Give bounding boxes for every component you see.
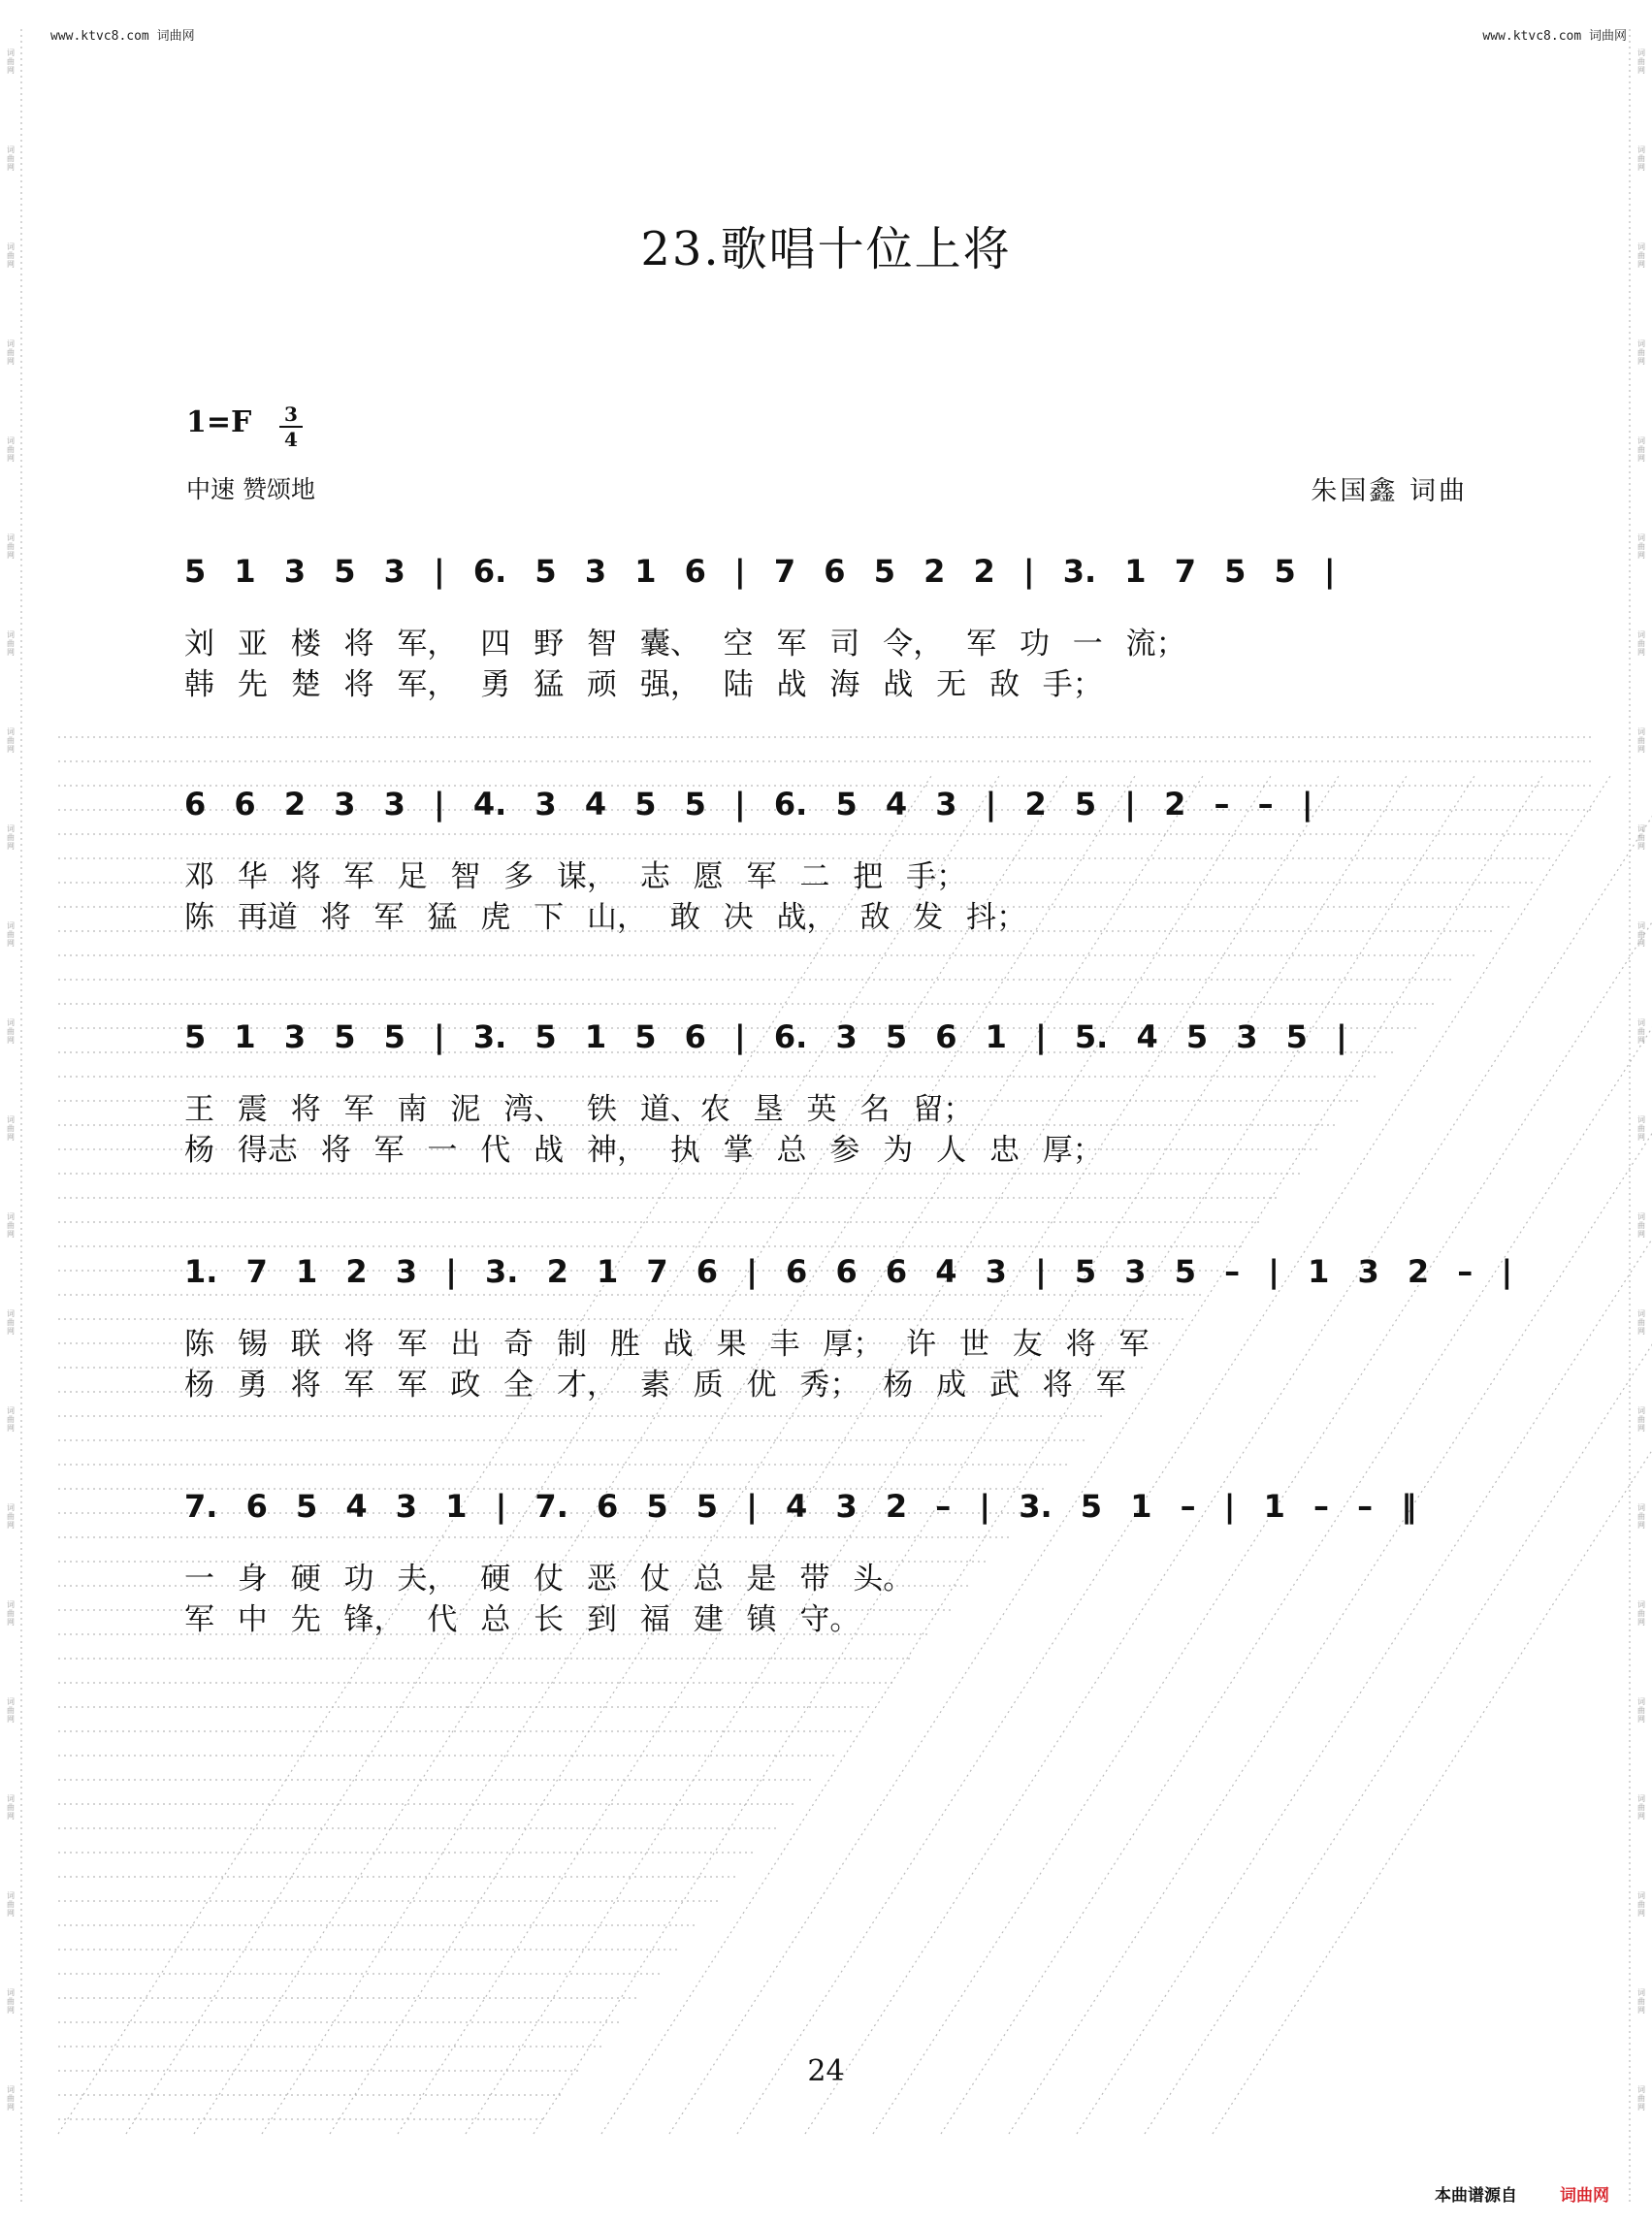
side-watermark: 词曲网 bbox=[7, 436, 15, 463]
side-watermark: 词曲网 bbox=[1637, 436, 1645, 463]
side-watermark: 词曲网 bbox=[7, 1406, 15, 1433]
side-watermark: 词曲网 bbox=[1637, 1018, 1645, 1045]
lyric-verse-2: 军 中 先 锋， 代 总 长 到 福 建 镇 守。 bbox=[184, 1602, 860, 1637]
side-watermark: 词曲网 bbox=[7, 824, 15, 851]
lyric-verse-2: 陈 再道 将 军 猛 虎 下 山， 敢 决 战， 敌 发 抖； bbox=[184, 900, 1027, 935]
side-watermark: 词曲网 bbox=[7, 533, 15, 560]
notation-system bbox=[184, 543, 1474, 708]
side-watermark: 词曲网 bbox=[7, 1212, 15, 1239]
side-watermark: 词曲网 bbox=[1637, 1212, 1645, 1239]
side-watermark: 词曲网 bbox=[1637, 1503, 1645, 1530]
side-watermark: 词曲网 bbox=[1637, 242, 1645, 269]
side-watermark: 词曲网 bbox=[7, 630, 15, 657]
side-watermark: 词曲网 bbox=[7, 2085, 15, 2112]
side-watermark: 词曲网 bbox=[7, 48, 15, 75]
side-watermark: 词曲网 bbox=[1637, 1115, 1645, 1142]
side-watermark: 词曲网 bbox=[1637, 630, 1645, 657]
side-watermark: 词曲网 bbox=[7, 145, 15, 172]
side-watermark: 词曲网 bbox=[7, 1891, 15, 1918]
notes-line: 5 1 3 5 3 | 6. 5 3 1 6 | 7 6 5 2 2 | 3. 1 7 5 5 | bbox=[184, 553, 1336, 590]
notation-system bbox=[184, 1243, 1513, 1408]
song-title: 23.歌唱十位上将 bbox=[640, 222, 1012, 276]
side-watermark: 词曲网 bbox=[7, 1018, 15, 1045]
side-watermark: 词曲网 bbox=[1637, 824, 1645, 851]
side-watermark: 词曲网 bbox=[1637, 1406, 1645, 1433]
side-watermark: 词曲网 bbox=[7, 339, 15, 366]
notes-line: 1. 7 1 2 3 | 3. 2 1 7 6 | 6 6 6 4 3 | 5 3 5 – | 1 3 2 – | bbox=[184, 1253, 1513, 1290]
lyric-verse-1: 王 震 将 军 南 泥 湾、 铁 道、农 垦 英 名 留； bbox=[184, 1092, 974, 1127]
side-watermark: 词曲网 bbox=[7, 1309, 15, 1336]
notes-line: 5 1 3 5 5 | 3. 5 1 5 6 | 6. 3 5 6 1 | 5. 4 5 3 5 | bbox=[184, 1018, 1347, 1055]
lyric-verse-2: 杨 得志 将 军 一 代 战 神， 执 掌 总 参 为 人 忠 厚； bbox=[184, 1133, 1103, 1168]
side-watermark: 词曲网 bbox=[1637, 1309, 1645, 1336]
side-watermark: 词曲网 bbox=[7, 727, 15, 754]
side-watermark: 词曲网 bbox=[1637, 339, 1645, 366]
side-watermark: 词曲网 bbox=[7, 921, 15, 948]
side-watermark: 词曲网 bbox=[7, 1697, 15, 1724]
side-watermark: 词曲网 bbox=[1637, 1988, 1645, 2015]
side-watermark: 词曲网 bbox=[7, 1503, 15, 1530]
footer-source: 本曲谱源自 bbox=[1435, 2186, 1517, 2206]
side-watermark: 词曲网 bbox=[7, 1115, 15, 1142]
key-signature: 1=F bbox=[186, 405, 252, 439]
site-watermark-right: www.ktvc8.com 词曲网 bbox=[1482, 29, 1627, 44]
footer bbox=[1435, 2181, 1609, 2206]
lyric-verse-1: 邓 华 将 军 足 智 多 谋， 志 愿 军 二 把 手； bbox=[184, 859, 967, 894]
meter-top: 3 bbox=[284, 403, 298, 426]
side-watermark: 词曲网 bbox=[1637, 727, 1645, 754]
side-watermark: 词曲网 bbox=[1637, 1794, 1645, 1821]
side-watermark: 词曲网 bbox=[7, 1600, 15, 1627]
lyric-verse-1: 陈 锡 联 将 军 出 奇 制 胜 战 果 丰 厚； 许 世 友 将 军 bbox=[184, 1327, 1150, 1362]
tempo-marking: 中速 赞颂地 bbox=[186, 475, 315, 503]
site-watermark-left: www.ktvc8.com 词曲网 bbox=[50, 29, 195, 44]
side-watermark: 词曲网 bbox=[1637, 145, 1645, 172]
lyric-verse-2: 韩 先 楚 将 军， 勇 猛 顽 强， 陆 战 海 战 无 敌 手； bbox=[184, 667, 1103, 702]
notes-line: 7. 6 5 4 3 1 | 7. 6 5 5 | 4 3 2 – | 3. 5 1 – | 1 – – ‖ bbox=[184, 1488, 1417, 1525]
lyric-verse-2: 杨 勇 将 军 军 政 全 才， 素 质 优 秀； 杨 成 武 将 军 bbox=[184, 1368, 1126, 1403]
footer-brand: 词曲网 bbox=[1560, 2186, 1609, 2206]
lyric-verse-1: 一 身 硬 功 夫， 硬 仗 恶 仗 总 是 带 头。 bbox=[184, 1562, 914, 1596]
side-watermark: 词曲网 bbox=[7, 242, 15, 269]
notation-system bbox=[184, 1478, 1474, 1643]
side-watermark: 词曲网 bbox=[7, 1794, 15, 1821]
page-number: 24 bbox=[807, 2054, 845, 2088]
notation-system bbox=[184, 1009, 1474, 1174]
notes-line: 6 6 2 3 3 | 4. 3 4 5 5 | 6. 5 4 3 | 2 5 | 2 – – | bbox=[184, 786, 1313, 822]
time-signature bbox=[279, 403, 303, 450]
side-watermark: 词曲网 bbox=[1637, 1600, 1645, 1627]
side-watermark: 词曲网 bbox=[1637, 2085, 1645, 2112]
notation-system bbox=[184, 776, 1474, 941]
side-watermark: 词曲网 bbox=[1637, 921, 1645, 948]
side-watermark: 词曲网 bbox=[1637, 533, 1645, 560]
meter-bottom: 4 bbox=[284, 428, 298, 451]
composer-credit: 朱国鑫 词曲 bbox=[1311, 476, 1468, 506]
side-watermark: 词曲网 bbox=[1637, 48, 1645, 75]
lyric-verse-1: 刘 亚 楼 将 军， 四 野 智 囊、 空 军 司 令， 军 功 一 流； bbox=[184, 627, 1186, 661]
side-watermark: 词曲网 bbox=[7, 1988, 15, 2015]
side-watermark: 词曲网 bbox=[1637, 1891, 1645, 1918]
side-watermark: 词曲网 bbox=[1637, 1697, 1645, 1724]
